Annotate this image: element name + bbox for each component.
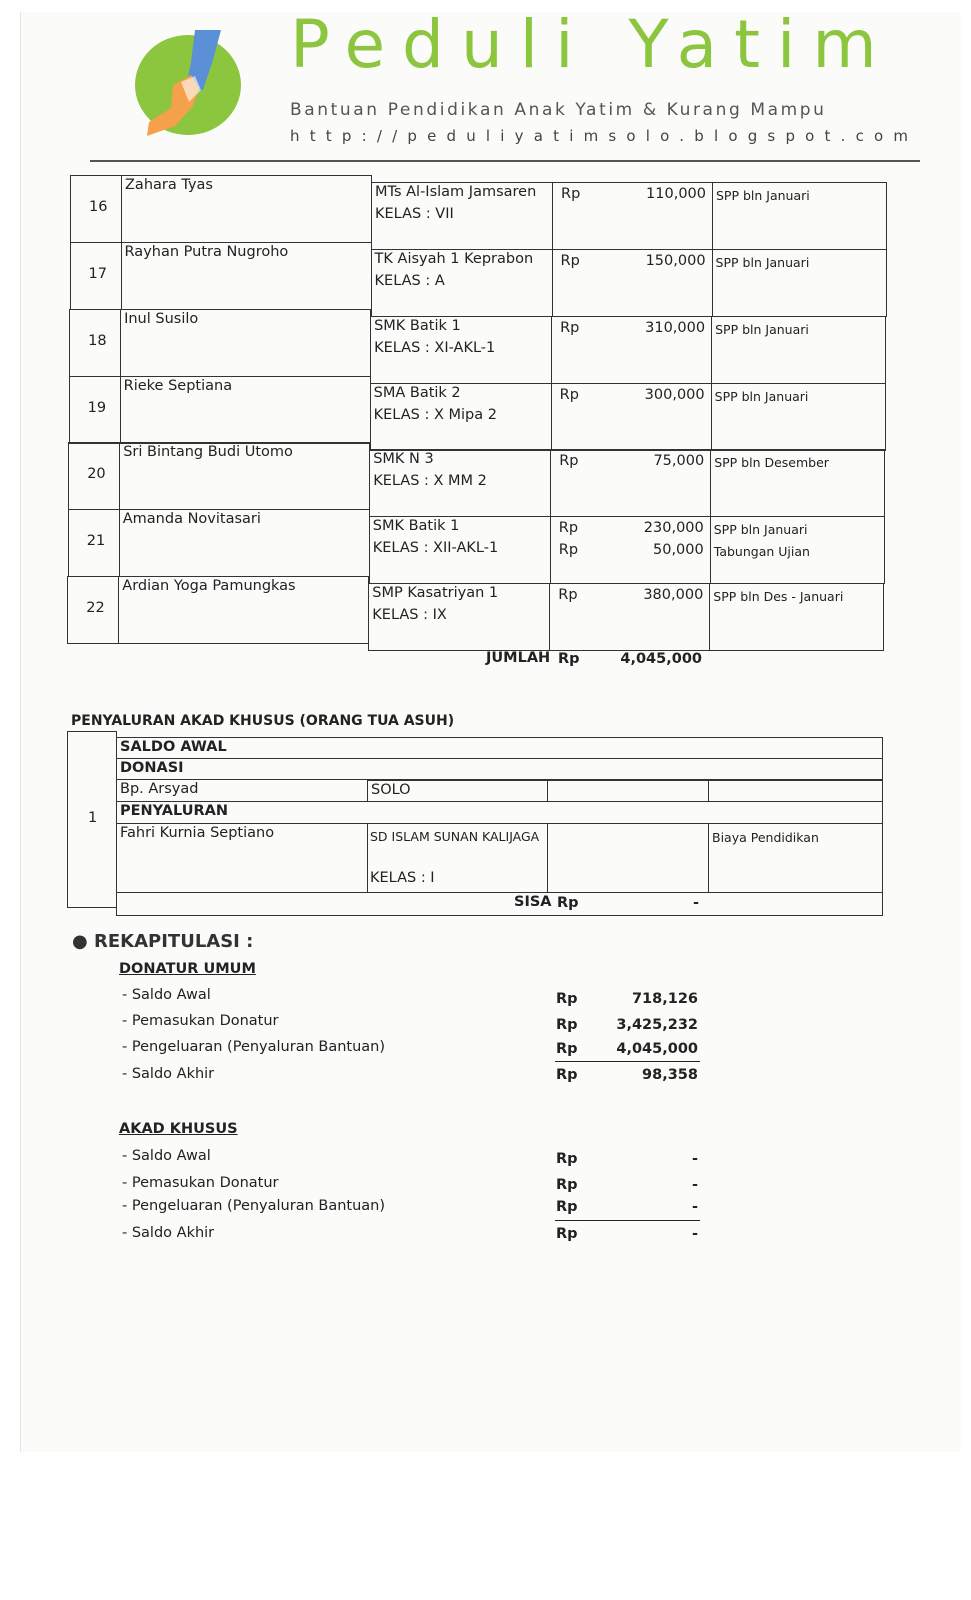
- recipient-name: Fahri Kurnia Septiano: [120, 825, 275, 841]
- amount-value: 75,000: [653, 453, 705, 469]
- payment-description: SPP bln Januari: [715, 322, 809, 337]
- umum-label-4: - Saldo Akhir: [122, 1066, 215, 1082]
- beneficiary-name: Amanda Novitasari: [122, 511, 261, 527]
- payment-description: SPP bln Januari: [715, 255, 810, 270]
- row-16-school-cell: [371, 182, 553, 250]
- school-name: MTs Al-Islam Jamsaren: [375, 184, 537, 200]
- donor-name: Bp. Arsyad: [120, 781, 199, 797]
- payment-description: SPP bln Januari: [713, 522, 808, 537]
- row-20-desc-cell: [710, 449, 885, 517]
- row-17-no-cell: [70, 242, 122, 310]
- donor-note-cell: [708, 780, 883, 802]
- donor-name-cell: [116, 779, 368, 802]
- recap-title: [72, 931, 253, 952]
- akad-khusus-heading: AKAD KHUSUS: [119, 1121, 238, 1137]
- khusus-label-4: - Saldo Akhir: [122, 1225, 215, 1241]
- brand-tagline: Bantuan Pendidikan Anak Yatim & Kurang Mampu: [290, 100, 827, 120]
- saldo-awal-label: SALDO AWAL: [120, 739, 227, 755]
- bullet-icon: ●: [72, 931, 88, 952]
- class-level: KELAS : VII: [375, 206, 454, 222]
- umum-currency-1: Rp: [556, 991, 578, 1007]
- row-16-name-cell: [121, 175, 372, 243]
- beneficiary-name: Rayhan Putra Nugroho: [124, 244, 289, 260]
- khusus-amount-4: -: [691, 1226, 698, 1242]
- donor-city-cell: [367, 780, 548, 802]
- currency-label: Rp: [558, 587, 578, 603]
- akad-no: 1: [88, 810, 98, 826]
- khusus-label-2: - Pemasukan Donatur: [122, 1175, 279, 1191]
- recipient-school: SD ISLAM SUNAN KALIJAGA: [370, 829, 540, 844]
- khusus-sum-rule: [555, 1220, 700, 1221]
- row-19-school-cell: [370, 383, 552, 451]
- row-number: 20: [87, 466, 106, 482]
- row-22-desc-cell: [709, 583, 884, 651]
- beneficiary-name: Ardian Yoga Pamungkas: [122, 578, 296, 594]
- khusus-currency-3: Rp: [556, 1199, 578, 1215]
- akad-no-cell: [67, 731, 117, 908]
- currency-label: Rp: [558, 542, 579, 558]
- donatur-umum-heading: DONATUR UMUM: [119, 961, 256, 977]
- row-22-school-cell: [368, 583, 550, 651]
- sisa-amount: -: [692, 895, 699, 911]
- umum-amount-2: 3,425,232: [616, 1017, 698, 1033]
- recipient-class: KELAS : I: [370, 870, 435, 886]
- recipient-purpose-cell: [708, 823, 883, 893]
- khusus-label-3: - Pengeluaran (Penyaluran Bantuan): [122, 1198, 386, 1214]
- class-level: KELAS : A: [374, 273, 445, 289]
- khusus-currency-1: Rp: [556, 1151, 578, 1167]
- amount-value: 380,000: [643, 587, 704, 603]
- class-level: KELAS : XII-AKL-1: [372, 540, 499, 556]
- beneficiary-name: Rieke Septiana: [123, 378, 233, 394]
- recipient-school-cell: [367, 823, 548, 893]
- sisa-currency: Rp: [557, 895, 579, 911]
- beneficiary-name: Zahara Tyas: [125, 177, 213, 193]
- row-20-no-cell: [68, 442, 120, 510]
- penyaluran-label: PENYALURAN: [120, 803, 229, 819]
- school-name: SMA Batik 2: [373, 385, 461, 401]
- khusus-amount-1: -: [691, 1151, 698, 1167]
- row-number: 18: [88, 333, 107, 349]
- khusus-currency-2: Rp: [556, 1177, 578, 1193]
- donor-city: SOLO: [371, 782, 411, 798]
- currency-label: Rp: [560, 253, 580, 269]
- recipient-amount-cell: [547, 823, 709, 893]
- amount-value: 50,000: [653, 542, 704, 558]
- header-divider: [90, 160, 920, 162]
- school-name: SMK Batik 1: [374, 318, 461, 334]
- umum-currency-2: Rp: [556, 1017, 578, 1033]
- payment-description: SPP bln Januari: [714, 389, 809, 404]
- school-name: SMP Kasatriyan 1: [372, 585, 499, 601]
- blog-url: http://peduliyatimsolo.blogspot.com: [290, 127, 919, 145]
- brand-title: Peduli Yatim: [290, 6, 894, 83]
- amount-value: 300,000: [644, 387, 705, 403]
- row-21-desc-cell: [710, 516, 885, 584]
- row-number: 17: [88, 266, 107, 282]
- row-21-school-cell: [369, 516, 551, 584]
- payment-description: Tabungan Ujian: [713, 544, 810, 559]
- umum-amount-4: 98,358: [642, 1067, 698, 1083]
- umum-amount-3: 4,045,000: [616, 1041, 698, 1057]
- beneficiary-name: Inul Susilo: [124, 311, 199, 327]
- row-22-no-cell: [67, 576, 119, 644]
- umum-currency-4: Rp: [556, 1067, 578, 1083]
- class-level: KELAS : X Mipa 2: [373, 407, 497, 423]
- beneficiary-name: Sri Bintang Budi Utomo: [123, 444, 293, 460]
- row-16-no-cell: [70, 175, 122, 243]
- row-20-name-cell: [119, 442, 370, 510]
- khusus-amount-3: -: [691, 1199, 698, 1215]
- amount-value: 110,000: [646, 186, 706, 202]
- recipient-purpose: Biaya Pendidikan: [712, 830, 819, 845]
- recap-title-text: REKAPITULASI :: [94, 931, 254, 952]
- row-21-no-cell: [68, 509, 120, 577]
- row-22-name-cell: [118, 576, 369, 644]
- donasi-row: [116, 758, 883, 780]
- total-currency: Rp: [558, 651, 580, 667]
- row-19-amt-cell: [551, 383, 712, 451]
- row-17-school-cell: [371, 249, 553, 317]
- amount-value: 150,000: [645, 253, 706, 269]
- row-number: 16: [89, 199, 108, 215]
- payment-description: SPP bln Des - Januari: [713, 589, 844, 604]
- umum-label-1: - Saldo Awal: [122, 987, 211, 1003]
- row-18-no-cell: [69, 309, 121, 377]
- row-18-desc-cell: [711, 316, 886, 384]
- amount-value: 230,000: [643, 520, 704, 536]
- currency-label: Rp: [560, 320, 580, 336]
- total-amount: 4,045,000: [620, 651, 702, 667]
- umum-currency-3: Rp: [556, 1041, 578, 1057]
- row-18-name-cell: [120, 309, 371, 377]
- currency-label: Rp: [559, 453, 579, 469]
- payment-description: SPP bln Desember: [714, 455, 829, 470]
- row-16-amt-cell: [552, 182, 713, 250]
- umum-sum-rule: [555, 1061, 700, 1062]
- hands-logo-icon: [133, 30, 243, 140]
- total-label: JUMLAH: [486, 650, 551, 666]
- khusus-amount-2: -: [691, 1177, 698, 1193]
- currency-label: Rp: [558, 520, 579, 536]
- class-level: KELAS : XI-AKL-1: [374, 340, 496, 356]
- saldo-awal-row: [116, 737, 883, 759]
- row-19-name-cell: [120, 376, 371, 444]
- akad-title: PENYALURAN AKAD KHUSUS (ORANG TUA ASUH): [71, 713, 455, 729]
- amount-value: 310,000: [645, 320, 706, 336]
- currency-label: Rp: [559, 387, 579, 403]
- row-17-amt-cell: [552, 249, 713, 317]
- row-18-amt-cell: [551, 316, 712, 384]
- umum-amount-1: 718,126: [631, 991, 698, 1007]
- payment-description: SPP bln Januari: [716, 188, 810, 203]
- row-19-no-cell: [69, 376, 121, 444]
- row-16-desc-cell: [712, 182, 887, 250]
- row-19-desc-cell: [711, 383, 886, 451]
- donor-amount-cell: [547, 780, 709, 802]
- sisa-label: SISA: [514, 894, 552, 910]
- umum-label-2: - Pemasukan Donatur: [122, 1013, 279, 1029]
- school-name: TK Aisyah 1 Keprabon: [374, 251, 534, 267]
- recipient-cell: [116, 823, 368, 893]
- school-name: SMK Batik 1: [372, 518, 460, 534]
- umum-label-3: - Pengeluaran (Penyaluran Bantuan): [122, 1039, 386, 1055]
- row-18-school-cell: [370, 316, 552, 384]
- row-number: 22: [86, 600, 105, 616]
- row-20-school-cell: [369, 449, 551, 517]
- school-name: SMK N 3: [373, 451, 434, 467]
- donasi-label: DONASI: [120, 760, 184, 776]
- row-number: 19: [87, 400, 107, 416]
- row-21-name-cell: [119, 509, 370, 577]
- row-number: 21: [86, 533, 106, 549]
- class-level: KELAS : IX: [372, 607, 447, 623]
- row-21-amt-cell: [550, 516, 711, 584]
- row-17-name-cell: [121, 242, 372, 310]
- currency-label: Rp: [561, 186, 581, 202]
- khusus-currency-4: Rp: [556, 1226, 578, 1242]
- row-17-desc-cell: [712, 249, 887, 317]
- row-20-amt-cell: [550, 449, 711, 517]
- row-22-amt-cell: [549, 583, 710, 651]
- class-level: KELAS : X MM 2: [373, 473, 487, 489]
- khusus-label-1: - Saldo Awal: [122, 1148, 211, 1164]
- penyaluran-row: [116, 801, 883, 824]
- sisa-row: [116, 892, 883, 916]
